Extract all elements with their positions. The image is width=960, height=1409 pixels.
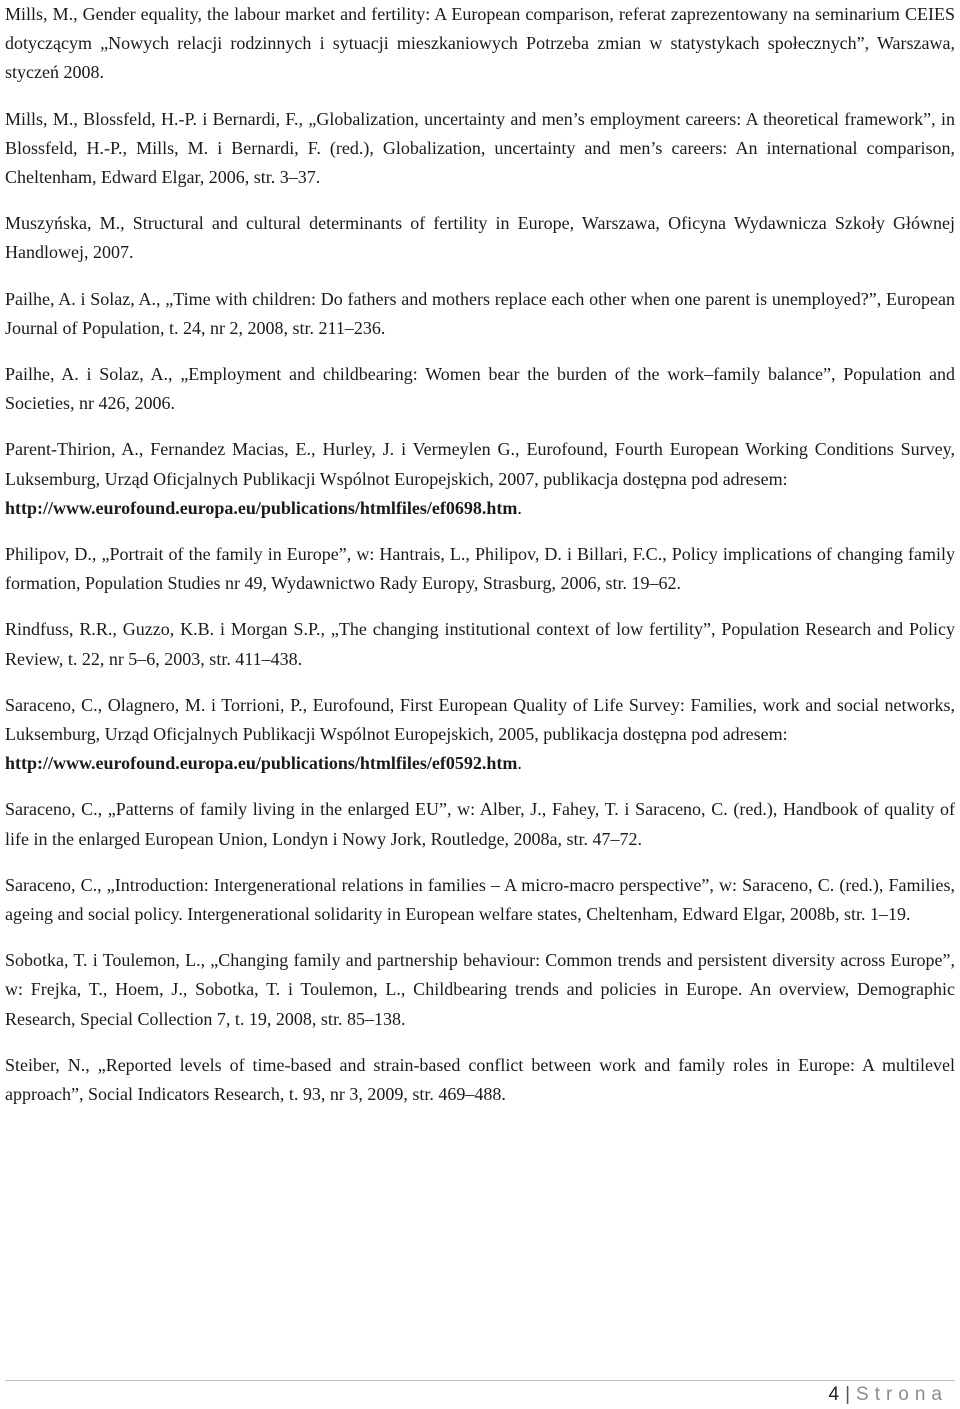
page-footer: [829, 1384, 949, 1406]
reference-text: Rindfuss, R.R., Guzzo, K.B. i Morgan S.P., „The changing institutional context of low fertility”, Population Research and Policy Review, t. 22, nr 5–6, 2003, str. 411–438.: [5, 619, 955, 669]
reference-text: Saraceno, C., Olagnero, M. i Torrioni, P., Eurofound, First European Quality of Life Survey: Families, work and social networks, Luksemburg, Urząd Oficjalnych Publikacji Wspólnot Europejskich, 2005, publikacja dostępna pod adresem:: [5, 694, 955, 745]
reference-entry: [5, 691, 955, 779]
reference-text: Mills, M., Gender equality, the labour market and fertility: A European comparison, referat zaprezentowany na seminarium CEIES dotyczącym „Nowych relacji rodzinnych i sytuacji mieszkaniowych Potrzeba zmian w statystykach społecznych”, Warszawa, styczeń 2008.: [5, 4, 955, 83]
reference-text: Sobotka, T. i Toulemon, L., „Changing family and partnership behaviour: Common trends and persistent diversity across Europe”, w: Frejka, T., Hoem, J., Sobotka, T. i Toulemon, L., Childbearing trends and policies in Europe. An overview, Demographic Research, Special Collection 7, t. 19, 2008, str. 85–138.: [5, 950, 955, 1029]
page-number: 4: [828, 1384, 840, 1405]
reference-entry: [5, 871, 955, 929]
reference-entry: [5, 285, 955, 343]
reference-url-link[interactable]: http://www.eurofound.europa.eu/publications/htmlfiles/ef0592.htm: [5, 753, 518, 774]
footer-separator: |: [845, 1384, 851, 1405]
reference-text: Pailhe, A. i Solaz, A., „Employment and childbearing: Women bear the burden of the work–family balance”, Population and Societies, nr 426, 2006.: [5, 364, 955, 414]
reference-text: Muszyńska, M., Structural and cultural determinants of fertility in Europe, Warszawa, Oficyna Wydawnicza Szkoły Głównej Handlowej, 2007.: [5, 213, 955, 263]
reference-list: [5, 0, 955, 1126]
reference-entry: [5, 105, 955, 193]
reference-text: Steiber, N., „Reported levels of time-based and strain-based conflict between work and family roles in Europe: A multilevel approach”, Social Indicators Research, t. 93, nr 3, 2009, str. 469–488.: [5, 1054, 955, 1105]
reference-tail: .: [517, 497, 522, 518]
reference-entry: [5, 435, 955, 523]
reference-entry: [5, 360, 955, 418]
reference-entry: [5, 795, 955, 853]
reference-text: Philipov, D., „Portrait of the family in Europe”, w: Hantrais, L., Philipov, D. i Billari, F.C., Policy implications of changing family formation, Population Studies nr 49, Wydawnictwo Rady Europy, Strasburg, 2006, str. 19–62.: [5, 544, 955, 594]
footer-divider: [5, 1380, 955, 1381]
reference-entry: [5, 1051, 955, 1109]
reference-entry: [5, 209, 955, 267]
reference-entry: [5, 946, 955, 1034]
reference-entry: [5, 615, 955, 673]
reference-entry: [5, 0, 955, 88]
reference-url-link[interactable]: http://www.eurofound.europa.eu/publications/htmlfiles/ef0698.htm: [5, 497, 518, 518]
reference-text: Parent-Thirion, A., Fernandez Macias, E., Hurley, J. i Vermeylen G., Eurofound, Fourth European Working Conditions Survey, Luksemburg, Urząd Oficjalnych Publikacji Wspólnot Europejskich, 2007, publikacja dostępna pod adresem:: [5, 439, 955, 489]
page-label: Strona: [856, 1384, 948, 1405]
reference-text: Saraceno, C., „Introduction: Intergenerational relations in families – A micro-macro perspective”, w: Saraceno, C. (red.), Families, ageing and social policy. Intergenerational solidarity in European welfare states, Cheltenham, Edward Elgar, 2008b, str. 1–19.: [5, 874, 955, 925]
reference-text: Saraceno, C., „Patterns of family living in the enlarged EU”, w: Alber, J., Fahey, T. i Saraceno, C. (red.), Handbook of quality of life in the enlarged European Union, Londyn i Nowy Jork, Routledge, 2008a, str. 47–72.: [5, 799, 955, 849]
reference-tail: .: [517, 753, 522, 774]
reference-entry: [5, 540, 955, 598]
reference-text: Pailhe, A. i Solaz, A., „Time with children: Do fathers and mothers replace each other when one parent is unemployed?”, European Journal of Population, t. 24, nr 2, 2008, str. 211–236.: [5, 288, 955, 338]
reference-text: Mills, M., Blossfeld, H.-P. i Bernardi, F., „Globalization, uncertainty and men’s employment careers: A theoretical framework”, in Blossfeld, H.-P., Mills, M. i Bernardi, F. (red.), Globalization, uncertainty and men’s careers: An international comparison, Cheltenham, Edward Elgar, 2006, str. 3–37.: [5, 108, 955, 188]
